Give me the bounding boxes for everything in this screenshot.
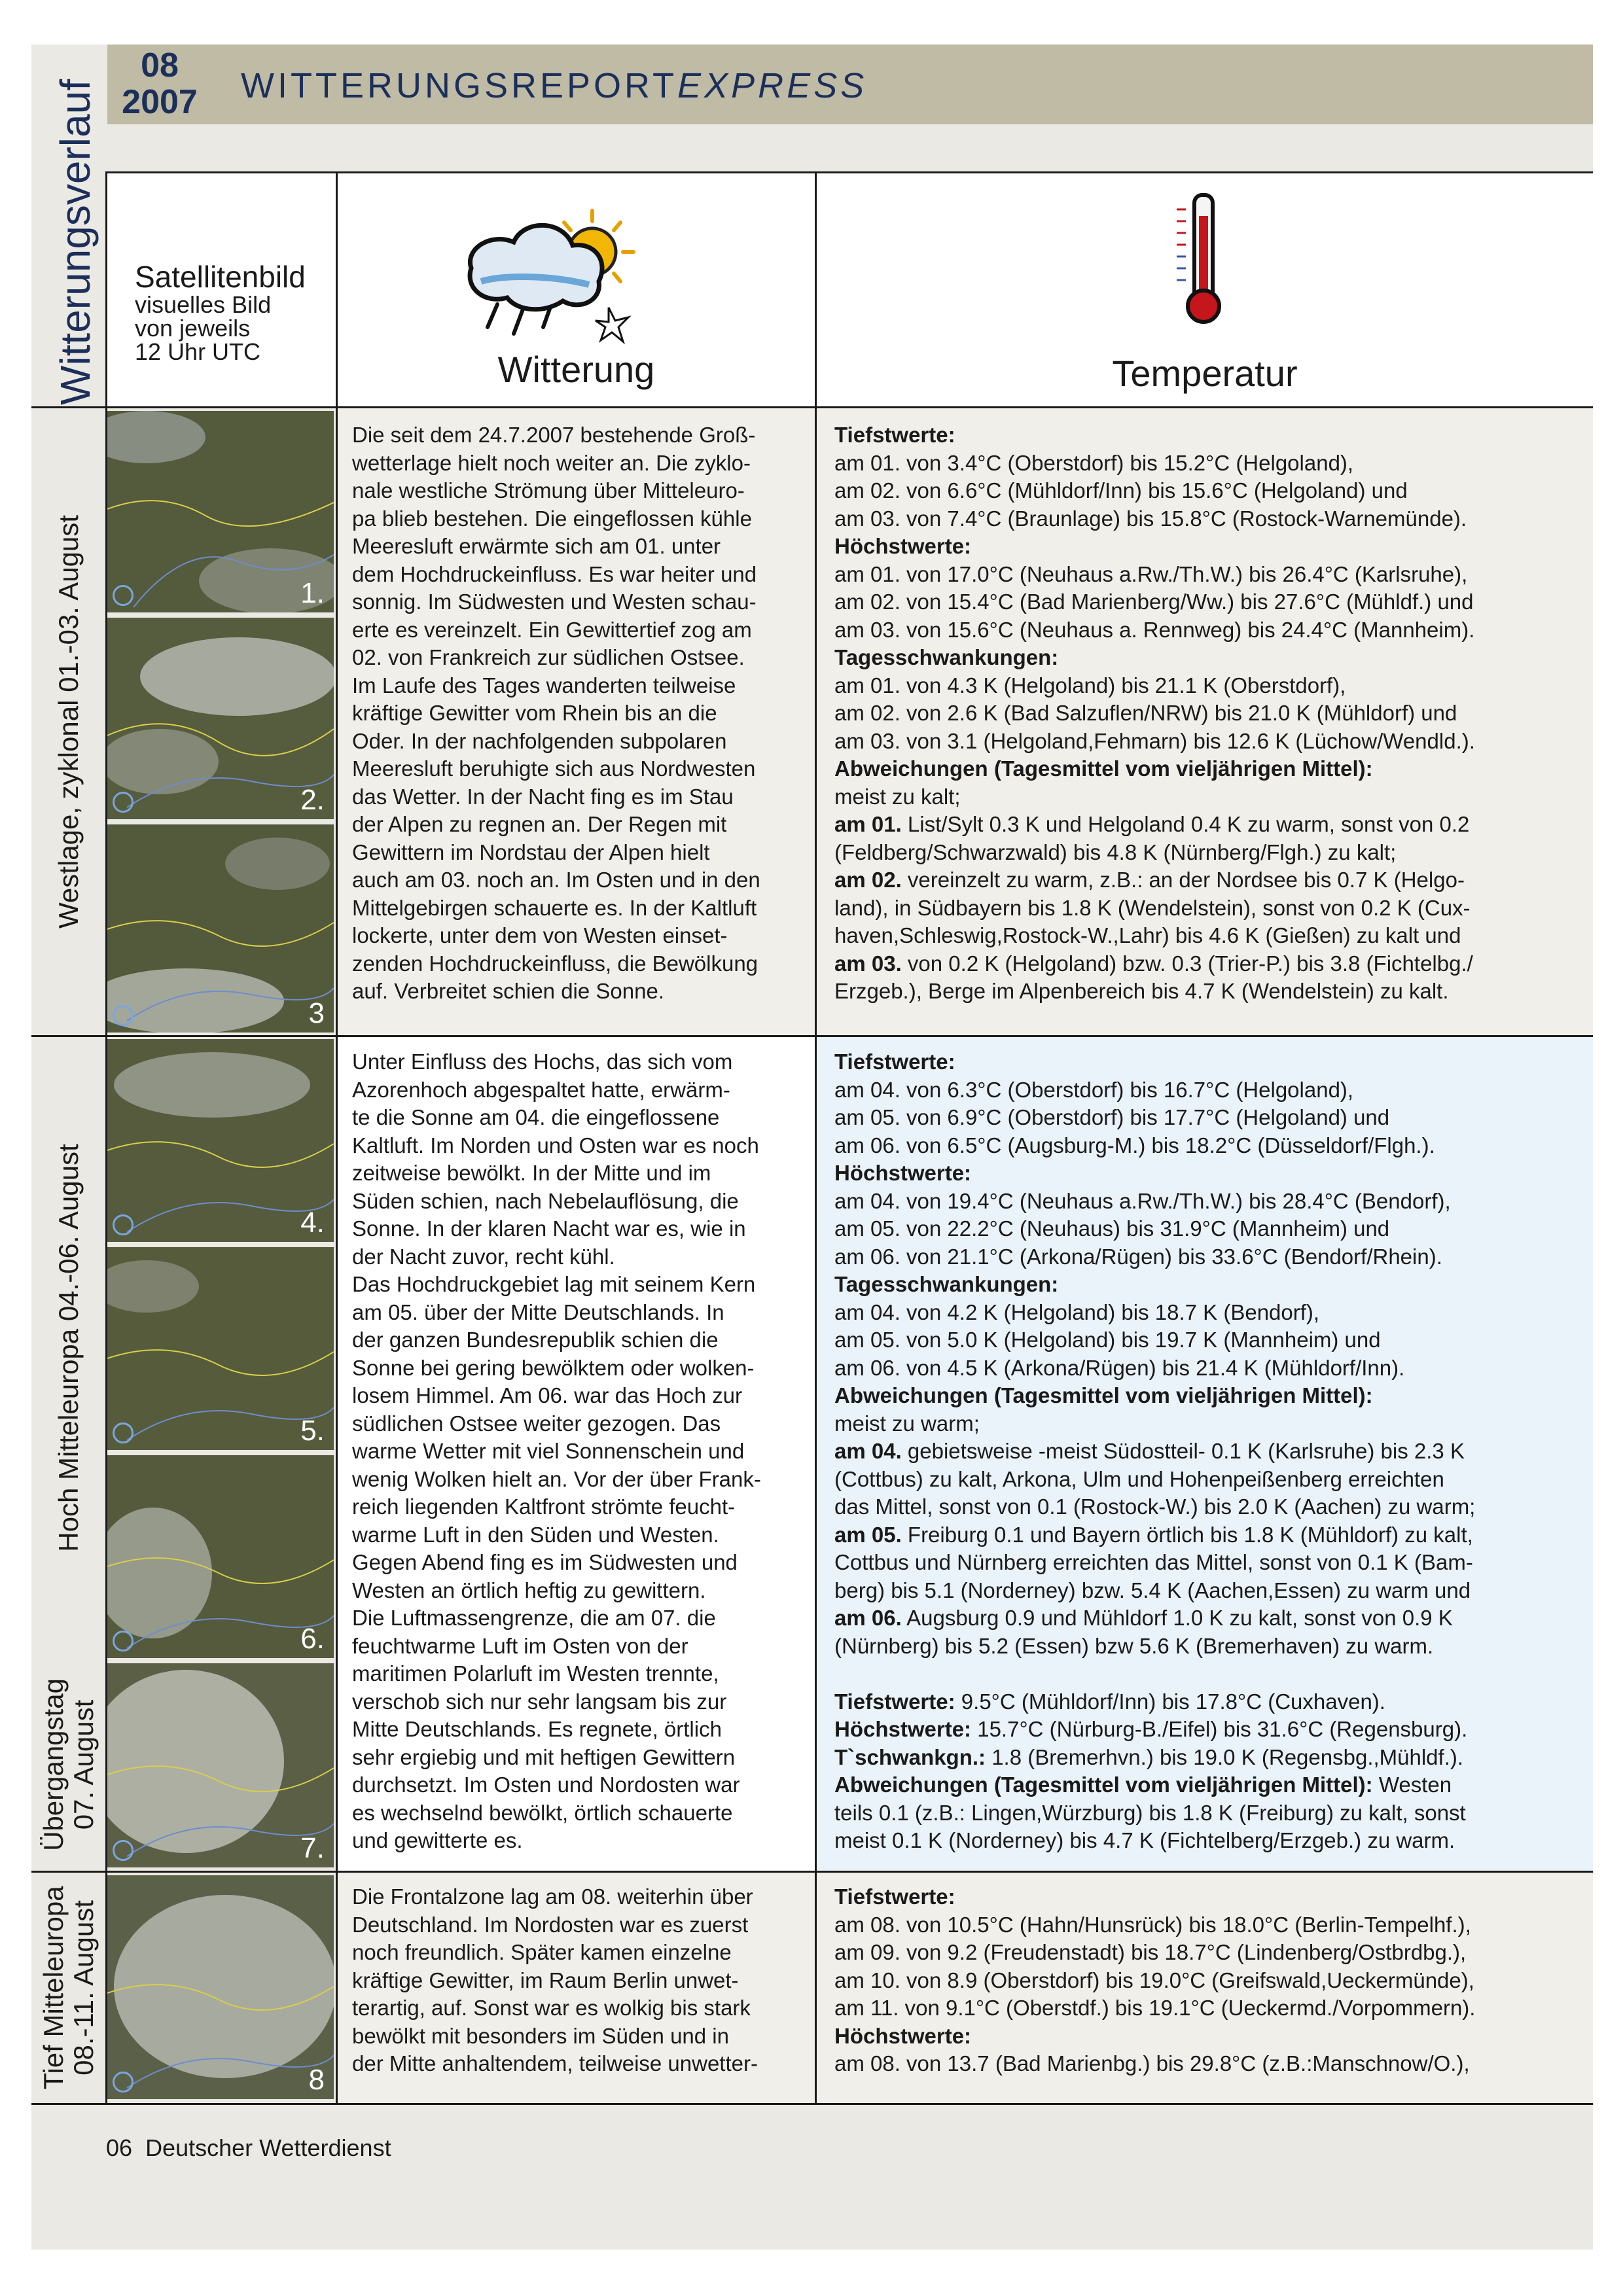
- grid-line: [107, 171, 1593, 173]
- weather-line: warme Wetter mit viel Sonnenschein und: [352, 1439, 745, 1463]
- weather-line: es wechselnd bewölkt, örtlich schauerte: [352, 1800, 733, 1825]
- temperature-line-text: 9.5°C (Mühldorf/Inn) bis 17.8°C (Cuxhaven).: [955, 1689, 1385, 1714]
- temperature-line: [834, 1410, 1548, 1438]
- grid-line: [31, 1035, 1593, 1037]
- weather-line: pa blieb bestehen. Die eingeflossen kühle: [352, 506, 752, 531]
- temperature-line: [834, 783, 1548, 811]
- satellite-map-graphic: [107, 1875, 334, 2099]
- temperature-line-label: Höchstwerte:: [834, 534, 972, 558]
- temperature-line-label: Abweichungen (Tagesmittel vom vieljährigen Mittel):: [834, 1383, 1373, 1407]
- weather-line: Gegen Abend fing es im Südwesten und: [352, 1550, 738, 1574]
- weather-line: dem Hochdruckeinfluss. Es war heiter und: [352, 561, 757, 586]
- temperature-line-text: meist zu kalt;: [834, 784, 961, 809]
- temperature-line: [834, 811, 1548, 839]
- temperature-line: [834, 477, 1548, 505]
- temperature-line: [834, 1967, 1548, 1995]
- weather-line: Unter Einfluss des Hochs, das sich vom: [352, 1050, 733, 1074]
- satellite-image-4: [107, 1039, 334, 1242]
- temperature-line: [834, 1994, 1548, 2022]
- temperature-text-2: [834, 1048, 1548, 1855]
- temperature-line-text: am 04. von 6.3°C (Oberstdorf) bis 16.7°C (Helgoland),: [834, 1077, 1354, 1102]
- temperature-line-text: Freiburg 0.1 und Bayern örtlich bis 1.8 K (Mühldorf) zu kalt,: [901, 1522, 1473, 1547]
- temperature-line-text: am 08. von 10.5°C (Hahn/Hunsrück) bis 18.0°C (Berlin-Tempelhf.),: [834, 1912, 1471, 1937]
- period-label-4: [33, 1873, 105, 2103]
- period-label-2: [33, 1037, 105, 1659]
- temperature-line: [834, 978, 1548, 1006]
- period-label-2-text: Hoch Mitteleuropa 04.-06. August: [53, 1144, 84, 1552]
- period-label-3: [33, 1659, 105, 1871]
- weather-line: Mitte Deutschlands. Es regnete, örtlich: [352, 1717, 722, 1741]
- temperature-line: [834, 1771, 1548, 1799]
- image-number: 1.: [300, 577, 325, 609]
- dwd-logo-icon: [113, 1422, 134, 1443]
- image-number: 5.: [300, 1415, 325, 1447]
- weather-line: der Mitte anhaltendem, teilweise unwetter-: [352, 2051, 758, 2075]
- weather-line: Westen an örtlich heftig zu gewittern.: [352, 1578, 706, 1602]
- weather-line: wenig Wolken hielt an. Vor der über Frank-: [352, 1466, 761, 1491]
- period-label-4-line1: Tief Mitteleuropa: [38, 1886, 69, 2090]
- period-label-3-line2: 07. August: [68, 1699, 99, 1830]
- temperature-line-text: 15.7°C (Nürburg-B./Eifel) bis 31.6°C (Regensburg).: [971, 1717, 1468, 1741]
- weather-line: Sonne bei gering bewölktem oder wolken-: [352, 1355, 755, 1380]
- temperature-line-label: am 02.: [834, 868, 902, 892]
- temperature-line: [834, 866, 1548, 894]
- issue-month: 08: [141, 46, 179, 84]
- weather-text-1: [352, 421, 802, 1006]
- satellite-image-6: [107, 1455, 334, 1658]
- temperature-line: [834, 1215, 1548, 1243]
- temperature-line: [834, 1299, 1548, 1327]
- dwd-logo-icon: [113, 2072, 134, 2093]
- temperature-line: [834, 1911, 1548, 1939]
- side-title-text: Witterungsverlauf: [52, 79, 99, 405]
- dwd-logo-icon: [113, 792, 134, 813]
- temperature-line-text: am 01. von 3.4°C (Oberstdorf) bis 15.2°C (Helgoland),: [834, 450, 1354, 475]
- temperature-line: [834, 1271, 1548, 1299]
- satellite-map-graphic: [107, 1247, 334, 1450]
- weather-line: sonnig. Im Südwesten und Westen schau-: [352, 590, 757, 614]
- weather-line: bewölkt mit besonders im Süden und in: [352, 2023, 729, 2048]
- temperature-line-label: Höchstwerte:: [834, 1717, 972, 1741]
- temperature-line: [834, 755, 1548, 783]
- temperature-line-text: Westen: [1372, 1773, 1452, 1797]
- satellite-sub3: 12 Uhr UTC: [135, 338, 261, 365]
- period-label-4-line2: 08.-11. August: [68, 1900, 99, 2075]
- temperature-line: [834, 728, 1548, 756]
- dwd-logo-icon: [113, 1631, 134, 1651]
- weather-line: auch am 03. noch an. Im Osten und in den: [352, 868, 760, 892]
- temperature-line: [834, 1466, 1548, 1494]
- temperature-line-text: am 01. von 4.3 K (Helgoland) bis 21.1 K (Oberstdorf),: [834, 673, 1346, 698]
- satellite-title: Satellitenbild: [135, 260, 306, 294]
- temperature-line-text: 1.8 (Bremerhvn.) bis 19.0 K (Regensbg.,Mühldf.).: [986, 1744, 1464, 1769]
- grid-line: [336, 171, 338, 2105]
- issue-year: 2007: [122, 83, 198, 121]
- temperature-line-text: vereinzelt zu warm, z.B.: an der Nordsee bis 0.7 K (Helgo-: [901, 868, 1465, 892]
- weather-line: zeitweise bewölkt. In der Mitte und im: [352, 1161, 711, 1185]
- temperature-line-text: am 03. von 15.6°C (Neuhaus a. Rennweg) bis 24.4°C (Mannheim).: [834, 617, 1475, 642]
- temperature-line-text: am 10. von 8.9 (Oberstdorf) bis 19.0°C (Greifswald,Ueckermünde),: [834, 1968, 1474, 1992]
- temperature-line: [834, 894, 1548, 923]
- temperature-line: [834, 505, 1548, 533]
- weather-line: losem Himmel. Am 06. war das Hoch zur: [352, 1383, 743, 1407]
- temperature-line: [834, 1633, 1548, 1661]
- period-label-4-text: [39, 1886, 99, 2089]
- page-number: 06: [106, 2134, 133, 2161]
- temperature-line-text: Erzgeb.), Berge im Alpenbereich bis 4.7 K (Wendelstein) zu kalt.: [834, 979, 1449, 1003]
- temperature-line-text: am 01. von 17.0°C (Neuhaus a.Rw./Th.W.) bis 26.4°C (Karlsruhe),: [834, 561, 1468, 586]
- temperature-line-text: am 04. von 19.4°C (Neuhaus a.Rw./Th.W.) bis 28.4°C (Bendorf),: [834, 1188, 1451, 1213]
- temperature-line-text: das Mittel, sonst von 0.1 (Rostock-W.) bis 2.0 K (Aachen) zu warm;: [834, 1494, 1476, 1519]
- weather-line: Süden schien, nach Nebelauflösung, die: [352, 1188, 739, 1213]
- image-number: 3: [308, 997, 325, 1029]
- temperature-text-3: [834, 1883, 1548, 2078]
- temperature-line-text: am 03. von 7.4°C (Braunlage) bis 15.8°C (Rostock-Warnemünde).: [834, 506, 1467, 531]
- weather-line: Mittelgebirgen schauerte es. In der Kaltluft: [352, 895, 757, 920]
- temperature-line-label: Abweichungen (Tagesmittel vom vieljährigen Mittel):: [834, 756, 1373, 781]
- satellite-map-graphic: [107, 1455, 334, 1658]
- temperature-column-heading: Temperatur: [1112, 353, 1298, 394]
- temperature-line: [834, 588, 1548, 616]
- dwd-logo-icon: [113, 1005, 134, 1026]
- temperature-line: [834, 1243, 1548, 1271]
- weather-line: te die Sonne am 04. die eingeflossene: [352, 1105, 720, 1129]
- temperature-line-text: Cottbus und Nürnberg erreichten das Mittel, sonst von 0.1 K (Bam-: [834, 1550, 1473, 1574]
- temperature-line: [834, 1660, 1548, 1688]
- temperature-line: [834, 1521, 1548, 1549]
- weather-line: Im Laufe des Tages wanderten teilweise: [352, 673, 736, 698]
- temperature-line: [834, 1104, 1548, 1132]
- dwd-logo-icon: [113, 1214, 134, 1235]
- period-label-1-text: Westlage, zyklonal 01.-03. August: [53, 515, 84, 928]
- temperature-line: [834, 1799, 1548, 1828]
- satellite-sub2: von jeweils: [135, 315, 251, 342]
- weather-line: Deutschland. Im Nordosten war es zuerst: [352, 1912, 749, 1937]
- temperature-line-text: am 04. von 4.2 K (Helgoland) bis 18.7 K (Bendorf),: [834, 1299, 1320, 1324]
- temperature-text-1: [834, 421, 1548, 1006]
- temperature-line: [834, 1354, 1548, 1383]
- satellite-sub1: visuelles Bild: [135, 291, 272, 318]
- satellite-map-graphic: [107, 1663, 334, 1867]
- weather-line: kräftige Gewitter vom Rhein bis an die: [352, 701, 717, 725]
- temperature-line-text: am 08. von 13.7 (Bad Marienbg.) bis 29.8°C (z.B.:Manschnow/O.),: [834, 2051, 1470, 2075]
- temperature-line-text: am 06. von 6.5°C (Augsburg-M.) bis 18.2°C (Düsseldorf/Flgh.).: [834, 1133, 1435, 1157]
- grid-line: [31, 1871, 1593, 1873]
- weather-line: warme Luft in den Süden und Westen.: [352, 1522, 719, 1547]
- weather-line: der ganzen Bundesrepublik schien die: [352, 1328, 719, 1352]
- temperature-line: [834, 1939, 1548, 1967]
- period-label-3-text: [39, 1678, 99, 1851]
- image-number: 7.: [300, 1832, 325, 1864]
- grid-line: [31, 2103, 1593, 2105]
- satellite-map-graphic: [107, 411, 334, 612]
- temperature-line-text: am 03. von 3.1 (Helgoland,Fehmarn) bis 12.6 K (Lüchow/Wendld.).: [834, 728, 1475, 753]
- weather-line: Meeresluft erwärmte sich am 01. unter: [352, 534, 721, 558]
- weather-line: der Alpen zu regnen an. Der Regen mit: [352, 812, 727, 836]
- weather-line: Kaltluft. Im Norden und Osten war es noch: [352, 1133, 759, 1157]
- weather-line: noch freundlich. Später kamen einzelne: [352, 1940, 732, 1964]
- grid-line: [815, 171, 817, 2105]
- temperature-line-text: [834, 1661, 840, 1686]
- temperature-line-text: am 05. von 6.9°C (Oberstdorf) bis 17.7°C (Helgoland) und: [834, 1105, 1390, 1129]
- grid-line: [31, 406, 1593, 408]
- weather-line: am 05. über der Mitte Deutschlands. In: [352, 1299, 724, 1324]
- satellite-map-graphic: [107, 618, 334, 819]
- weather-line: verschob sich nur sehr langsam bis zur: [352, 1689, 727, 1714]
- temperature-line: [834, 421, 1548, 450]
- temperature-line: [834, 1577, 1548, 1605]
- weather-column-heading: Witterung: [497, 349, 655, 390]
- weather-text-3: [352, 1883, 802, 2078]
- side-title: [39, 72, 111, 412]
- image-number: 2.: [300, 784, 325, 816]
- report-title-main: WITTERUNGSREPORT: [241, 66, 678, 105]
- weather-line: Azorenhoch abgespaltet hatte, erwärm-: [352, 1077, 730, 1102]
- temperature-line-label: Tagesschwankungen:: [834, 1272, 1059, 1296]
- temperature-line: [834, 1132, 1548, 1160]
- weather-line: Die seit dem 24.7.2007 bestehende Groß-: [352, 423, 756, 447]
- temperature-line-text: am 05. von 22.2°C (Neuhaus) bis 31.9°C (Mannheim) und: [834, 1216, 1390, 1241]
- temperature-line-label: Tiefstwerte:: [834, 423, 955, 447]
- temperature-line: [834, 2050, 1548, 2078]
- satellite-image-7: [107, 1663, 334, 1867]
- weather-line: und gewitterte es.: [352, 1828, 523, 1852]
- report-title-express: EXPRESS: [677, 66, 868, 105]
- weather-line: terartig, auf. Sonst war es wolkig bis stark: [352, 1996, 751, 2020]
- dwd-logo-icon: [113, 1840, 134, 1861]
- temperature-line: [834, 699, 1548, 728]
- temperature-line: [834, 1159, 1548, 1188]
- weather-line: südlichen Ostsee weiter gezogen. Das: [352, 1411, 721, 1436]
- temperature-line-label: Tagesschwankungen:: [834, 645, 1059, 669]
- temperature-line-label: am 01.: [834, 812, 902, 836]
- weather-line: kräftige Gewitter, im Raum Berlin unwet-: [352, 1968, 739, 1992]
- temperature-line-label: T`schwankgn.:: [834, 1744, 986, 1769]
- temperature-line-text: am 09. von 9.2 (Freudenstadt) bis 18.7°C (Lindenberg/Ostbrdbg.),: [834, 1940, 1467, 1964]
- temperature-line-label: Tiefstwerte:: [834, 1884, 955, 1909]
- weather-line: Die Frontalzone lag am 08. weiterhin über: [352, 1884, 753, 1909]
- temperature-line-label: am 03.: [834, 951, 902, 976]
- satellite-image-3: [107, 824, 334, 1033]
- image-number: 6.: [300, 1623, 325, 1655]
- weather-line: Meeresluft beruhigte sich aus Nordwesten: [352, 756, 756, 781]
- weather-line: Das Hochdruckgebiet lag mit seinem Kern: [352, 1272, 756, 1296]
- weather-line: sehr ergiebig und mit heftigen Gewittern: [352, 1744, 736, 1769]
- temperature-line: [834, 1883, 1548, 1911]
- temperature-line: [834, 1382, 1548, 1410]
- weather-line: zenden Hochdruckeinfluss, die Bewölkung: [352, 951, 758, 976]
- temperature-line-text: berg) bis 5.1 (Norderney) bzw. 5.4 K (Aachen,Essen) zu warm und: [834, 1578, 1471, 1602]
- temperature-line: [834, 1744, 1548, 1772]
- temperature-line: [834, 1604, 1548, 1633]
- weather-line: 02. von Frankreich zur südlichen Ostsee.: [352, 645, 745, 669]
- temperature-line: [834, 644, 1548, 672]
- temperature-line: [834, 1326, 1548, 1354]
- satellite-image-1: [107, 411, 334, 612]
- temperature-line-text: von 0.2 K (Helgoland) bzw. 0.3 (Trier-P.) bis 3.8 (Fichtelbg./: [901, 951, 1473, 976]
- weather-line: der Nacht zuvor, recht kühl.: [352, 1244, 615, 1269]
- satellite-map-graphic: [107, 1039, 334, 1242]
- temperature-line: [834, 1549, 1548, 1577]
- temperature-line-text: land), in Südbayern bis 1.8 K (Wendelstein), sonst von 0.2 K (Cux-: [834, 895, 1471, 920]
- temperature-line: [834, 533, 1548, 561]
- temperature-line-label: Abweichungen (Tagesmittel vom vieljährigen Mittel):: [834, 1773, 1373, 1797]
- temperature-line-text: Augsburg 0.9 und Mühldorf 1.0 K zu kalt, sonst von 0.9 K: [901, 1606, 1453, 1630]
- weather-line: erte es vereinzelt. Ein Gewittertief zog am: [352, 617, 752, 642]
- temperature-line-text: (Cottbus) zu kalt, Arkona, Ulm und Hohenpeißenberg erreichten: [834, 1466, 1444, 1491]
- temperature-line: [834, 922, 1548, 950]
- weather-line: auf. Verbreitet schien die Sonne.: [352, 979, 664, 1003]
- temperature-line-label: Höchstwerte:: [834, 2023, 972, 2048]
- temperature-line: [834, 616, 1548, 645]
- temperature-line-text: (Feldberg/Schwarzwald) bis 4.8 K (Nürnberg/Flgh.) zu kalt;: [834, 839, 1397, 864]
- temperature-line-label: am 04.: [834, 1439, 902, 1463]
- temperature-line-label: Tiefstwerte:: [834, 1050, 955, 1074]
- temperature-line-text: am 11. von 9.1°C (Oberstdf.) bis 19.1°C (Ueckermd./Vorpommern).: [834, 1996, 1476, 2020]
- satellite-image-5: [107, 1247, 334, 1450]
- temperature-line: [834, 1076, 1548, 1104]
- temperature-line-text: teils 0.1 (z.B.: Lingen,Würzburg) bis 1.8 K (Freiburg) zu kalt, sonst: [834, 1800, 1466, 1825]
- temperature-line-text: gebietsweise -meist Südostteil- 0.1 K (Karlsruhe) bis 2.3 K: [901, 1439, 1465, 1463]
- weather-line: wetterlage hielt noch weiter an. Die zyklo-: [352, 450, 751, 475]
- period-label-3-line1: Übergangstag: [38, 1678, 69, 1851]
- temperature-line-text: am 06. von 21.1°C (Arkona/Rügen) bis 33.6°C (Bendorf/Rhein).: [834, 1244, 1442, 1269]
- temperature-line-text: am 05. von 5.0 K (Helgoland) bis 19.7 K (Mannheim) und: [834, 1328, 1381, 1352]
- temperature-line-text: am 02. von 15.4°C (Bad Marienberg/Ww.) bis 27.6°C (Mühldf.) und: [834, 590, 1474, 614]
- temperature-line-text: (Nürnberg) bis 5.2 (Essen) bzw 5.6 K (Bremerhaven) zu warm.: [834, 1633, 1434, 1658]
- weather-line: das Wetter. In der Nacht fing es im Stau: [352, 784, 734, 809]
- weather-line: maritimen Polarluft im Westen trennte,: [352, 1661, 719, 1686]
- weather-line: durchsetzt. Im Osten und Nordosten war: [352, 1773, 740, 1797]
- dwd-logo-icon: [113, 585, 134, 606]
- temperature-line-text: am 02. von 2.6 K (Bad Salzuflen/NRW) bis 21.0 K (Mühldorf) und: [834, 701, 1457, 725]
- temperature-line-text: am 02. von 6.6°C (Mühldorf/Inn) bis 15.6°C (Helgoland) und: [834, 478, 1408, 503]
- thermometer-icon: [1165, 190, 1237, 327]
- weather-line: lockerte, unter dem von Westen einset-: [352, 923, 728, 947]
- temperature-line: [834, 1688, 1548, 1716]
- weather-line: Sonne. In der klaren Nacht war es, wie in: [352, 1216, 746, 1241]
- temperature-line-label: am 05.: [834, 1522, 902, 1547]
- temperature-line-label: Tiefstwerte:: [834, 1689, 955, 1714]
- temperature-line: [834, 1188, 1548, 1216]
- temperature-line-text: meist zu warm;: [834, 1411, 980, 1436]
- temperature-line: [834, 1716, 1548, 1744]
- temperature-line: [834, 2022, 1548, 2051]
- temperature-line: [834, 672, 1548, 700]
- temperature-line: [834, 950, 1548, 978]
- temperature-line: [834, 450, 1548, 478]
- weather-line: nale westliche Strömung über Mitteleuro-: [352, 478, 745, 503]
- temperature-line: [834, 1438, 1548, 1466]
- temperature-line-label: am 06.: [834, 1606, 902, 1630]
- temperature-line-text: meist 0.1 K (Norderney) bis 4.7 K (Fichtelberg/Erzgeb.) zu warm.: [834, 1828, 1455, 1852]
- temperature-line: [834, 1493, 1548, 1521]
- temperature-line: [834, 1048, 1548, 1076]
- image-number: 4.: [300, 1207, 325, 1239]
- temperature-line: [834, 561, 1548, 589]
- image-number: 8: [308, 2064, 325, 2096]
- weather-line: Gewittern im Nordstau der Alpen hielt: [352, 839, 710, 864]
- temperature-line-text: List/Sylt 0.3 K und Helgoland 0.4 K zu warm, sonst von 0.2: [901, 812, 1470, 836]
- satellite-column-heading: [135, 260, 331, 364]
- satellite-image-2: [107, 618, 334, 819]
- weather-cloud-sun-icon: [452, 196, 648, 347]
- period-label-1: [33, 408, 105, 1035]
- temperature-line: [834, 839, 1548, 867]
- report-title: [241, 65, 867, 106]
- page-footer: [106, 2134, 391, 2162]
- temperature-line: [834, 1827, 1548, 1855]
- weather-line: feuchtwarme Luft im Osten von der: [352, 1633, 688, 1658]
- temperature-line-label: Höchstwerte:: [834, 1161, 972, 1185]
- weather-text-2: [352, 1048, 802, 1855]
- weather-line: reich liegenden Kaltfront strömte feucht-: [352, 1494, 736, 1519]
- publisher: Deutscher Wetterdienst: [145, 2134, 391, 2161]
- weather-line: Die Luftmassengrenze, die am 07. die: [352, 1606, 716, 1630]
- temperature-line-text: haven,Schleswig,Rostock-W.,Lahr) bis 4.6 K (Gießen) zu kalt und: [834, 923, 1461, 947]
- satellite-map-graphic: [107, 824, 334, 1033]
- satellite-image-8: [107, 1875, 334, 2099]
- temperature-line-text: am 06. von 4.5 K (Arkona/Rügen) bis 21.4 K (Mühldorf/Inn).: [834, 1355, 1405, 1380]
- weather-line: Oder. In der nachfolgenden subpolaren: [352, 728, 727, 753]
